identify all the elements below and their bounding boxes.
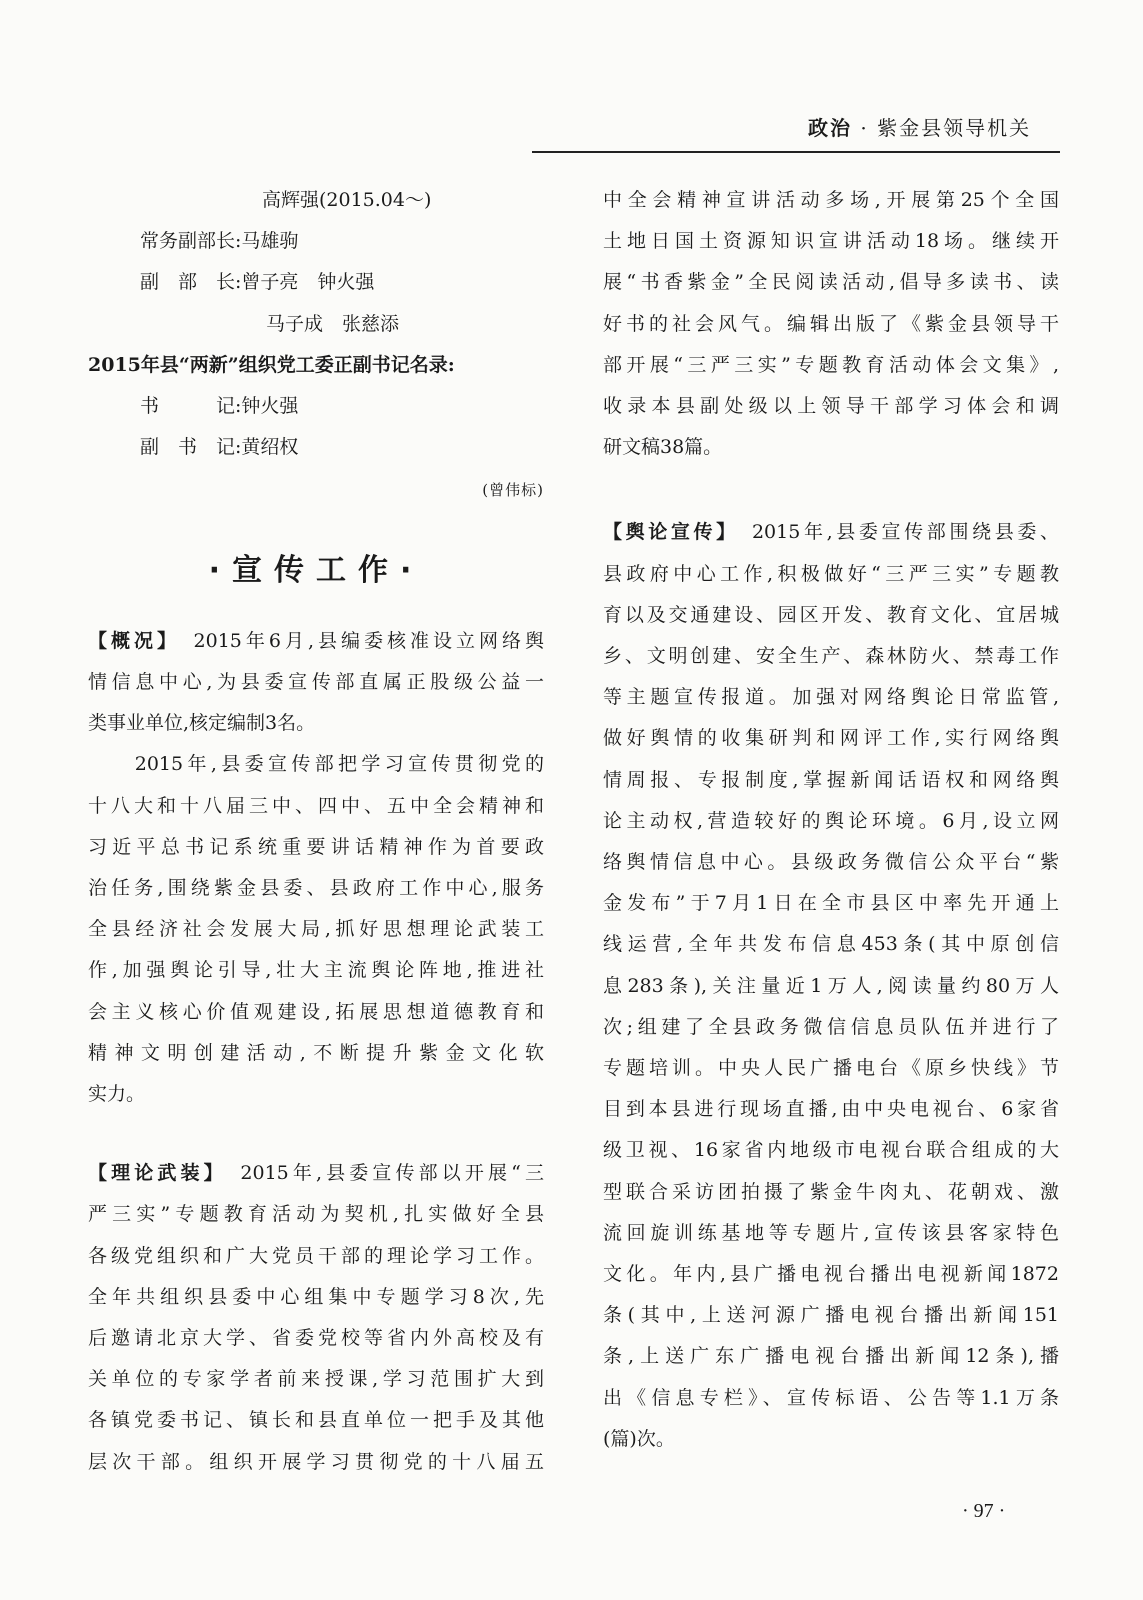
paragraph-line: 好书的社会风气。编辑出版了《紫金县领导干: [603, 312, 1059, 335]
paragraph-line: 情周报、专报制度,掌握新闻话语权和网络舆: [603, 768, 1059, 791]
paragraph-line: 严三实”专题教育活动为契机,扎实做好全县: [88, 1203, 544, 1226]
paragraph-line: 【概况】 2015年6月,县编委核准设立网络舆: [88, 629, 544, 652]
paragraph-line: 级卫视、16家省内地级市电视台联合组成的大: [603, 1139, 1059, 1162]
paragraph-line: 型联合采访团拍摄了紫金牛肉丸、花朝戏、激: [603, 1180, 1059, 1203]
paragraph-line: 后邀请北京大学、省委党校等省内外高校及有: [88, 1327, 544, 1350]
roster-line: 副 部 长:曾子亮 钟火强: [140, 271, 375, 294]
paragraph-line: 条(其中,上送河源广播电视台播出新闻151: [603, 1304, 1059, 1327]
paragraph-line: 论主动权,营造较好的舆论环境。6月,设立网: [603, 809, 1059, 832]
paragraph-line: 文化。年内,县广播电视台播出电视新闻1872: [603, 1263, 1059, 1286]
paragraph-label: 【理论武装】: [88, 1162, 218, 1185]
paragraph-gap: [603, 468, 1059, 512]
paragraph-line: 金发布”于7月1日在全市县区中率先开通上: [603, 892, 1059, 915]
paragraph-line: 关单位的专家学者前来授课,学习范围扩大到: [88, 1368, 544, 1391]
roster-line: 副 书 记:黄绍权: [140, 436, 299, 459]
roster-line: 书 记:钟火强: [140, 395, 299, 418]
roster-heading: 2015年县“两新”组织党工委正副书记名录:: [88, 353, 455, 376]
header-title: 紫金县领导机关: [877, 116, 1032, 140]
roster-line: 常务副部长:马雄驹: [140, 230, 299, 253]
paragraph-line: 习近平总书记系统重要讲话精神作为首要政: [88, 835, 544, 858]
paragraph-line: 部开展“三严三实”专题教育活动体会文集》,: [603, 353, 1059, 376]
paragraph-line: 土地日国土资源知识宣讲活动18场。继续开: [603, 230, 1059, 253]
right-column: [603, 180, 1059, 1460]
paragraph-label: 【舆论宣传】: [603, 521, 730, 544]
paragraph-line: 专题培训。中央人民广播电台《原乡快线》节: [603, 1057, 1059, 1080]
paragraph-line: 线运营,全年共发布信息453条(其中原创信: [603, 933, 1059, 956]
paragraph-line: 目到本县进行现场直播,由中央电视台、6家省: [603, 1098, 1059, 1121]
paragraph-line: 各级党组织和广大党员干部的理论学习工作。: [88, 1244, 544, 1267]
paragraph-line: 条,上送广东广播电视台播出新闻12条),播: [603, 1345, 1059, 1368]
paragraph-line: 全年共组织县委中心组集中专题学习8次,先: [88, 1285, 544, 1308]
paragraph-line: 【舆论宣传】 2015年,县委宣传部围绕县委、: [603, 521, 1059, 544]
paragraph-line: 【理论武装】 2015年,县委宣传部以开展“三: [88, 1162, 544, 1185]
paragraph-line: 育以及交通建设、园区开发、教育文化、宜居城: [603, 603, 1059, 626]
paragraph-line: 治任务,围绕紫金县委、县政府工作中心,服务: [88, 877, 544, 900]
paragraph-line: 络舆情信息中心。县级政务微信公众平台“紫: [603, 851, 1059, 874]
running-header: [808, 112, 1031, 141]
paragraph-line: 研文稿38篇。: [603, 436, 723, 459]
paragraph-line: 等主题宣传报道。加强对网络舆论日常监管,: [603, 686, 1059, 709]
author-credit: (曾伟标): [482, 481, 544, 500]
paragraph-line: 情信息中心,为县委宣传部直属正股级公益一: [88, 671, 544, 694]
paragraph-line: 做好舆情的收集研判和网评工作,实行网络舆: [603, 727, 1059, 750]
paragraph-gap: [88, 1115, 544, 1153]
header-section: 政治: [808, 116, 852, 140]
paragraph-line: 乡、文明创建、安全生产、森林防火、禁毒工作: [603, 645, 1059, 668]
roster-line: 马子成 张慈添: [266, 312, 400, 335]
paragraph-line: 全县经济社会发展大局,抓好思想理论武装工: [88, 918, 544, 941]
paragraph-line: 流回旋训练基地等专题片,宣传该县客家特色: [603, 1221, 1059, 1244]
paragraph-line: 展“书香紫金”全民阅读活动,倡导多读书、读: [603, 271, 1059, 294]
paragraph-line: 各镇党委书记、镇长和县直单位一把手及其他: [88, 1409, 544, 1432]
paragraph-line: 十八大和十八届三中、四中、五中全会精神和: [88, 794, 544, 817]
paragraph-line: 实力。: [88, 1083, 146, 1106]
paragraph-line: 县政府中心工作,积极做好“三严三实”专题教: [603, 562, 1059, 585]
paragraph-line: 层次干部。组织开展学习贯彻党的十八届五: [88, 1450, 544, 1473]
paragraph-line: 会主义核心价值观建设,拓展思想道德教育和: [88, 1000, 544, 1023]
roster-line: 高辉强(2015.04～): [262, 189, 432, 211]
paragraph-line: 收录本县副处级以上领导干部学习体会和调: [603, 395, 1059, 418]
paragraph-line: 次;组建了全县政务微信信息员队伍并进行了: [603, 1015, 1059, 1038]
paragraph-line: 出《信息专栏》、宣传标语、公告等1.1万条: [603, 1386, 1059, 1409]
header-rule: [532, 151, 1060, 153]
paragraph-line: (篇)次。: [603, 1427, 675, 1450]
section-title: ·宣传工作·: [208, 552, 424, 588]
paragraph-line: 作,加强舆论引导,壮大主流舆论阵地,推进社: [88, 959, 544, 982]
paragraph-line: 类事业单位,核定编制3名。: [88, 712, 316, 735]
paragraph-line: 中全会精神宣讲活动多场,开展第25个全国: [603, 189, 1059, 211]
paragraph-line: 息283条),关注量近1万人,阅读量约80万人: [603, 974, 1059, 997]
page-number: · 97 ·: [962, 1500, 1006, 1522]
header-dot: ·: [860, 116, 869, 140]
paragraph-label: 【概况】: [88, 629, 171, 652]
paragraph-line: 2015年,县委宣传部把学习宣传贯彻党的: [88, 753, 544, 776]
paragraph-line: 精神文明创建活动,不断提升紫金文化软: [88, 1041, 544, 1064]
left-column: [88, 180, 544, 1483]
